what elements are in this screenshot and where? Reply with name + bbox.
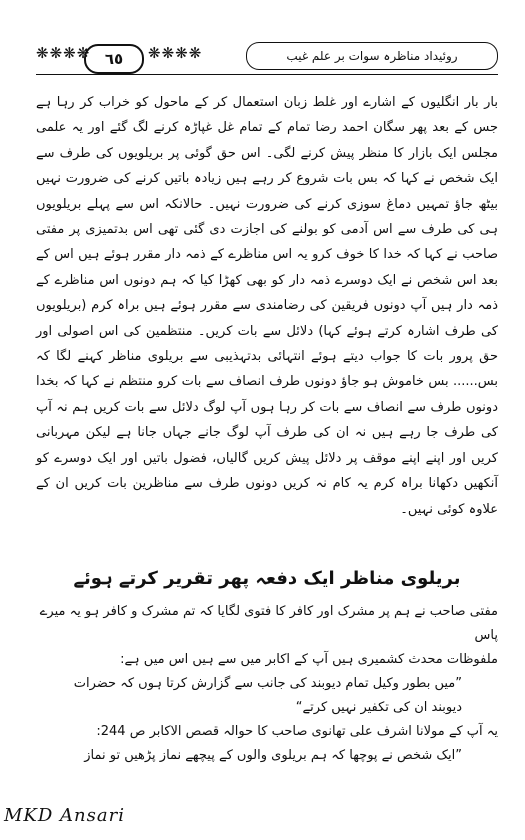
section-body <box>36 600 498 768</box>
page-number <box>84 44 144 74</box>
running-title-text: روئیداد مناظرہ سوات بر علم غیب <box>286 49 458 63</box>
section-line-1: مفتی صاحب نے ہم پر مشرک اور کافر کا فتوی لگایا کہ تم مشرک و کافر ہو یہ میرے پاس <box>39 604 498 643</box>
page-header <box>36 38 498 78</box>
body-text <box>36 90 498 522</box>
running-title <box>246 42 498 70</box>
header-divider <box>36 74 498 75</box>
section-line-3: یہ آپ کے مولانا اشرف علی تھانوی صاحب کا حوالہ قصص الاکابر ص 244: <box>96 724 498 739</box>
quote-1-line-1: ”میں بطور وکیل تمام دیوبند کی جانب سے گزارش کرتا ہوں کہ حضرات <box>73 676 462 691</box>
main-paragraph: بار بار انگلیوں کے اشارے اور غلط زبان استعمال کر کے ماحول کو خراب کر رہا ہے جس کے بعد پھر سگان احمد رضا تمام کے تمام غل غپاڑہ کرنے لگ گئے اور یہ علمی مجلس ایک بازار کا منظر پیش کرنے لگی۔ اس حق گوئی پر بریلویوں کی طرف سے ایک شخص نے کہا کہ بس بات شروع کر رہے ہیں زیادہ باتیں کرنے کی ضرورت نہیں بیٹھ جاؤ تمہیں دماغ سوزی کرنے کی ضرورت نہیں۔ حالانکہ اس سے پہلے بریلویوں ہی کی طرف سے اس آدمی کو بولنے کی اجازت دی گئی تھی اس بدتمیزی پر مفتی صاحب نے کہا کہ خدا کا خوف کرو یہ اس مناظرے کے ذمہ دار مقرر ہوئے ہیں اس کے بعد اس شخص نے ایک دوسرے ذمہ دار کو بھی کھڑا کیا کہ ہم دونوں اس مناظرے کے ذمہ دار ہیں آپ دونوں فریقین کی رضامندی سے مقرر ہوئے ہیں براہ کرم (بریلویوں کی طرف اشارہ کرتے ہوئے کہا) دلائل سے بات کریں۔ منتظمین کی اس اصولی اور حق پرور بات کا جواب دیتے ہوئے انتہائی بدتہذیبی سے بریلوی مناظر کہنے لگا کہ بس...... بس خاموش ہو جاؤ دونوں طرف انصاف سے بات کرو منتظم نے کہا کہ بخدا دونوں طرف سے انصاف سے بات کر رہا ہوں آپ لوگ دلائل سے بات کریں ہم نہ آپ کی طرف جا رہے ہیں نہ ان کی طرف آپ لوگ جانے جہاں جانا ہے لیکن مہربانی کریں اور اپنے اپنے موقف پر دلائل پیش کریں گالیاں، فضول باتیں اور ایک دوسرے کو آنکھیں دکھانا براہ کرم یہ کام نہ کریں دونوں طرف سے مناظرین بات کریں ان کے علاوہ کوئی نہیں۔ <box>36 95 498 517</box>
ornament-right: ❋❋❋❋ <box>148 44 203 62</box>
page-number-text: ٦٥ <box>104 50 124 68</box>
section-heading: بریلوی مناظر ایک دفعہ پھر تقریر کرتے ہوئے <box>73 568 461 589</box>
section-line-2: ملفوظات محدث کشمیری ہیں آپ کے اکابر میں سے ہیں اس میں ہے: <box>120 652 498 667</box>
ornament-left: ❋❋❋❋ <box>36 44 91 62</box>
signature-watermark: MKD Ansari <box>4 805 125 826</box>
quote-2-line-1: ”ایک شخص نے پوچھا کہ ہم بریلوی والوں کے پیچھے نماز پڑھیں تو نماز <box>84 748 462 763</box>
quote-1-line-2: دیوبند ان کی تکفیر نہیں کرتے“ <box>295 700 462 715</box>
